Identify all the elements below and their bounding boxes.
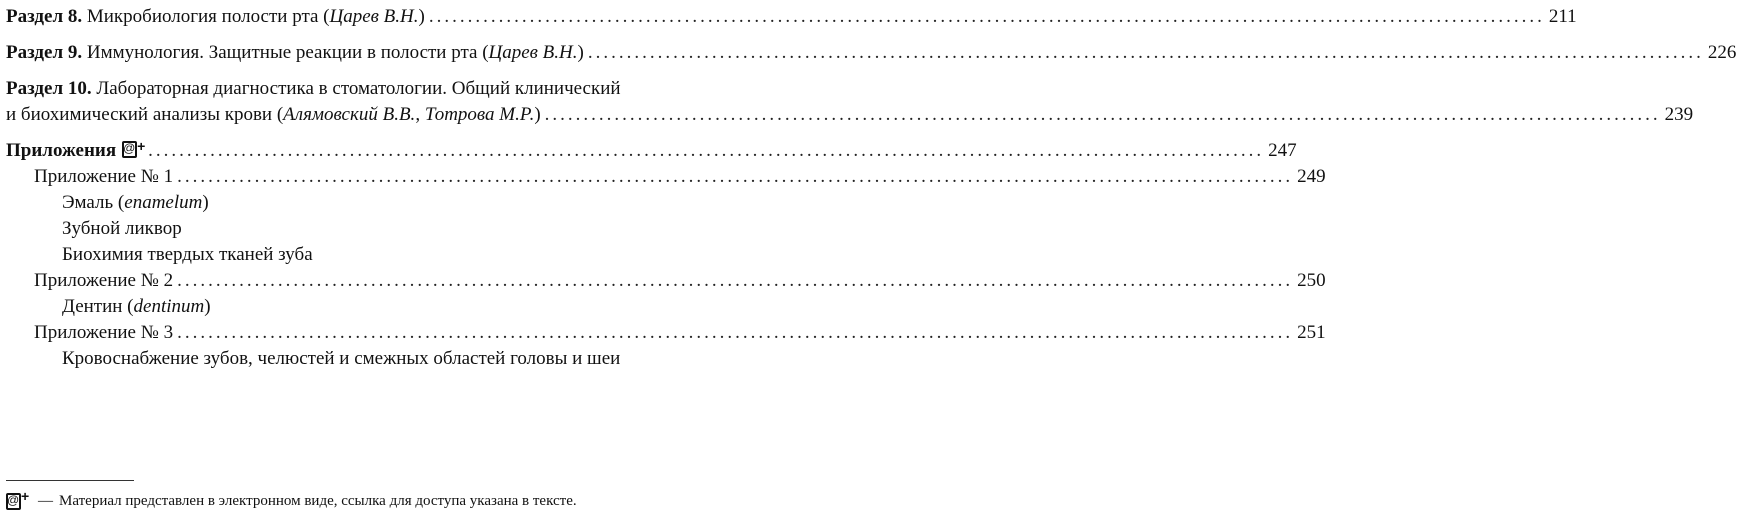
toc-entry-section-10-line1[interactable] (0, 76, 847, 102)
section-author: Царев В.Н. (488, 42, 578, 63)
toc-entry-section-9[interactable] (0, 40, 1737, 66)
section-label: Раздел 10. (6, 78, 92, 99)
toc-subitem-hard-tissue-biochemistry[interactable] (0, 242, 847, 268)
section-close: ) (577, 42, 584, 63)
section-title: Иммунология. Защитные реакции в полости рта ( (82, 42, 489, 63)
toc-subitem-dental-liquor[interactable] (0, 216, 847, 242)
appendix-title: Приложение № 2 (34, 270, 174, 291)
subitem-text: Кровоснабжение зубов, челюстей и смежных областей головы и шеи (62, 348, 621, 369)
appendix-title: Приложение № 3 (34, 322, 174, 343)
toc-subitem-dentin[interactable] (0, 294, 847, 320)
section-close: ) (534, 104, 541, 125)
page-number: 250 (1297, 270, 1326, 291)
section-author-2: Тотрова М.Р. (424, 104, 535, 125)
dot-leader: ................................................................................................................................................ (428, 6, 1545, 27)
section-author-1: Алямовский В.В. (283, 104, 416, 125)
subitem-close: ) (202, 192, 209, 213)
subitem-text: Эмаль ( (62, 192, 125, 213)
toc-entry-appendix-3[interactable] (0, 320, 1326, 346)
dot-leader: ................................................................................................................................................ (148, 140, 1265, 161)
footnote-text: Материал представлен в электронном виде, ссылка для доступа указана в тексте. (59, 493, 577, 509)
toc-subitem-blood-supply[interactable] (0, 346, 847, 372)
page-number: 211 (1548, 6, 1577, 27)
dot-leader: ................................................................................................................................................ (544, 104, 1661, 125)
table-of-contents (0, 4, 1737, 372)
electronic-material-icon: @ + (122, 139, 144, 159)
footnote (6, 490, 577, 512)
section-author: Царев В.Н. (329, 6, 419, 27)
toc-entry-text (6, 102, 541, 128)
appendices-label: Приложения (6, 140, 117, 161)
footnote-dash: — (38, 493, 53, 509)
page-number: 239 (1664, 104, 1694, 125)
toc-entry-text (6, 4, 425, 30)
toc-entry-section-8[interactable] (0, 4, 1577, 30)
section-title: Микробиология полости рта ( (82, 6, 330, 27)
page-number: 251 (1297, 322, 1326, 343)
section-title-line2: и биохимический анализы крови ( (6, 104, 284, 125)
dot-leader: ................................................................................................................................................ (587, 42, 1704, 63)
dot-leader: ................................................................................................................................................ (177, 322, 1294, 343)
subitem-close: ) (204, 296, 211, 317)
subitem-text: Биохимия твердых тканей зуба (62, 244, 313, 265)
electronic-material-icon: @ + (6, 491, 28, 511)
toc-entry-text (6, 40, 584, 66)
toc-entry-appendices[interactable] (0, 138, 1297, 164)
section-label: Раздел 8. (6, 6, 83, 27)
section-close: ) (418, 6, 425, 27)
toc-subitem-enamel[interactable] (0, 190, 847, 216)
page-number: 247 (1268, 140, 1297, 161)
dot-leader: ................................................................................................................................................ (177, 166, 1294, 187)
section-label: Раздел 9. (6, 42, 83, 63)
subitem-latin: dentinum (133, 296, 205, 317)
appendix-title: Приложение № 1 (34, 166, 174, 187)
subitem-latin: enamelum (124, 192, 203, 213)
toc-entry-appendix-1[interactable] (0, 164, 1326, 190)
footnote-divider (6, 480, 134, 481)
section-title-line1: Лабораторная диагностика в стоматологии. Общий клинический (91, 78, 621, 99)
author-separator: , (415, 104, 425, 125)
toc-entry-text (6, 138, 144, 164)
subitem-text: Дентин ( (62, 296, 134, 317)
toc-entry-appendix-2[interactable] (0, 268, 1326, 294)
dot-leader: ................................................................................................................................................ (177, 270, 1294, 291)
toc-entry-section-10-line2[interactable] (0, 102, 1694, 128)
page-number: 226 (1707, 42, 1737, 63)
page-number: 249 (1297, 166, 1326, 187)
subitem-text: Зубной ликвор (62, 218, 182, 239)
